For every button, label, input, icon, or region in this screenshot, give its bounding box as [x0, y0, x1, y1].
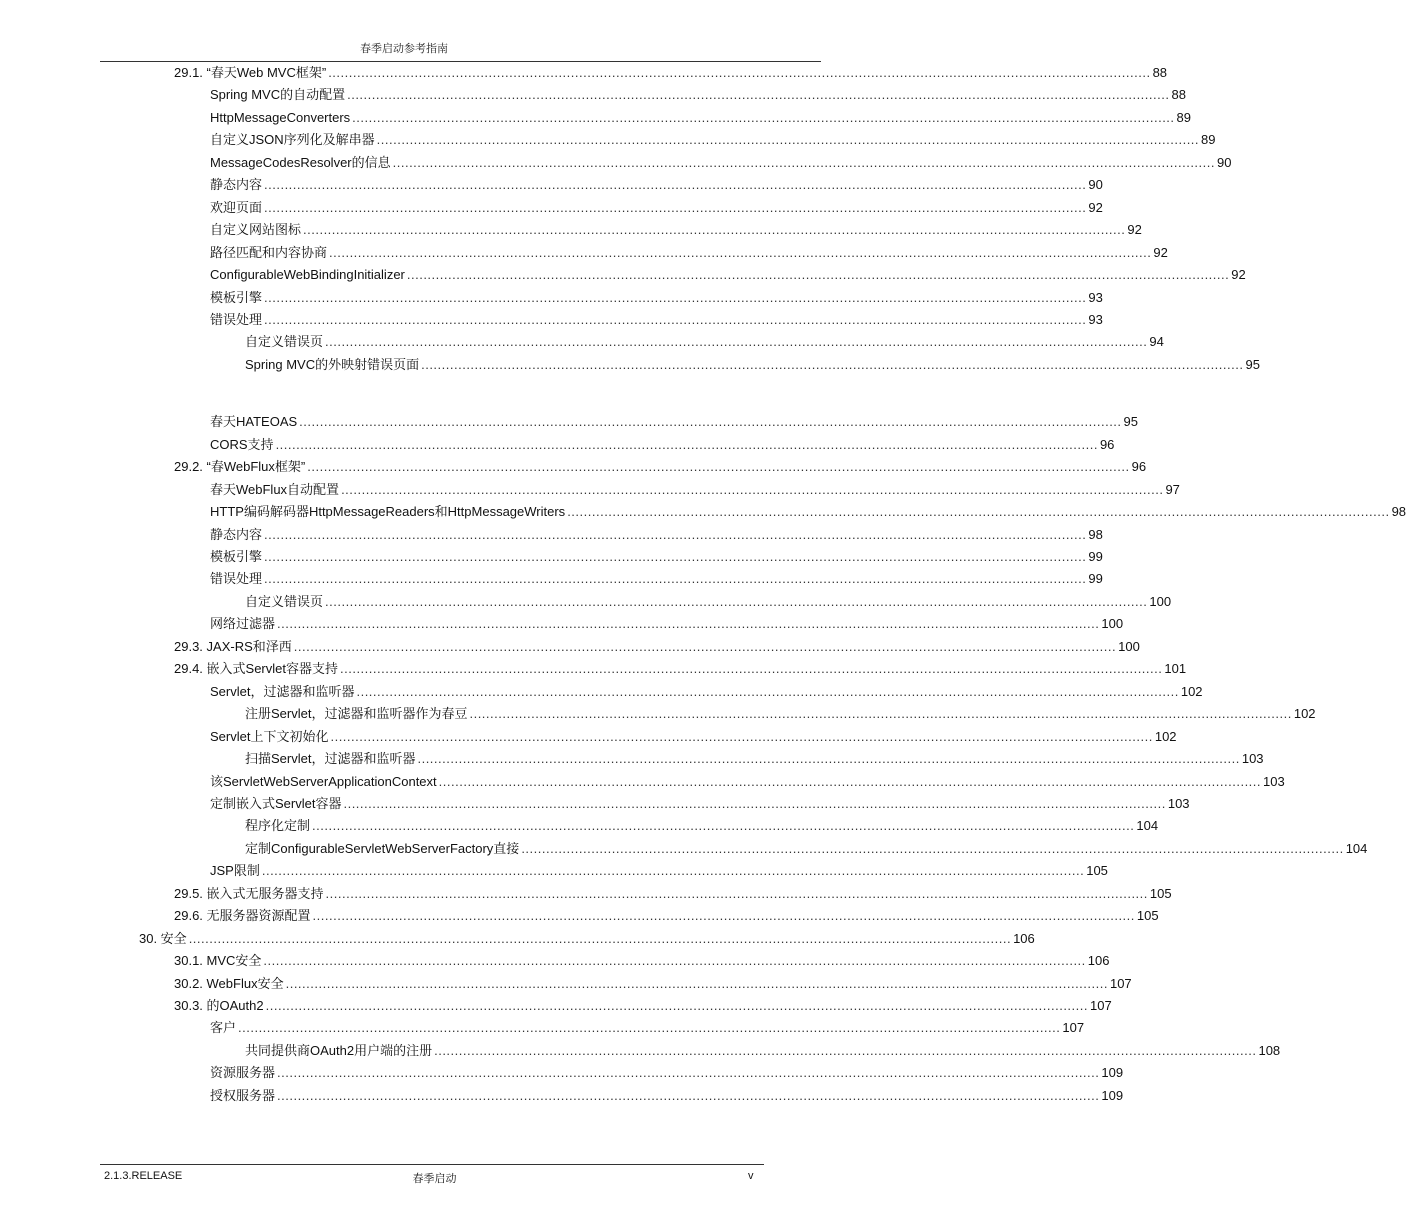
toc-entry-title: MessageCodesResolver的信息 — [210, 154, 391, 170]
toc-entry-title: 模板引擎 — [210, 289, 263, 305]
toc-dot-leader: ........................................................................................................................................................................................................ — [264, 199, 1087, 215]
toc-entry-title: 春天WebFlux自动配置 — [210, 481, 340, 497]
toc-entry[interactable] — [174, 883, 1172, 905]
toc-entry-page: 103 — [1263, 773, 1285, 789]
toc-entry[interactable] — [174, 62, 1168, 84]
toc-entry-title: 29.2. “春WebFlux框架” — [174, 459, 306, 475]
toc-entry-title: 资源服务器 — [210, 1065, 276, 1081]
toc-dot-leader: ........................................................................................................................................................................................................ — [421, 356, 1244, 372]
toc-entry-title: 授权服务器 — [210, 1087, 276, 1103]
toc-entry[interactable] — [210, 1062, 1124, 1084]
toc-entry[interactable] — [174, 973, 1132, 995]
toc-entry-page: 104 — [1345, 840, 1368, 856]
toc-entry-page: 93 — [1088, 289, 1103, 305]
toc-entry[interactable] — [245, 703, 1316, 725]
footer-page-number: v — [748, 1170, 754, 1182]
toc-dot-leader: ........................................................................................................................................................................................................ — [277, 1087, 1100, 1103]
toc-entry-page: 103 — [1167, 795, 1190, 811]
toc-dot-leader: ........................................................................................................................................................................................................ — [312, 908, 1135, 924]
toc-dot-leader: ........................................................................................................................................................................................................ — [263, 953, 1086, 969]
toc-entry-title: 定制嵌入式Servlet容器 — [210, 795, 342, 811]
toc-entry-title: Spring MVC的自动配置 — [210, 87, 346, 103]
toc-entry[interactable] — [210, 219, 1142, 241]
toc-entry-title: 定制ConfigurableServletWebServerFactory直接 — [245, 840, 520, 856]
running-header-title: 春季启动参考指南 — [360, 43, 448, 55]
toc-entry[interactable] — [210, 129, 1216, 151]
toc-dot-leader: ........................................................................................................................................................................................................ — [438, 773, 1262, 789]
footer-title: 春季启动 — [412, 1173, 457, 1185]
toc-entry[interactable] — [245, 331, 1164, 353]
toc-entry-page: 109 — [1101, 1065, 1124, 1081]
toc-entry-title: 30.2. WebFlux安全 — [174, 975, 284, 991]
toc-dot-leader: ........................................................................................................................................................................................................ — [567, 504, 1390, 520]
toc-entry-title: 自定义错误页 — [245, 593, 324, 609]
toc-entry[interactable] — [210, 174, 1103, 196]
toc-entry-title: 29.4. 嵌入式Servlet容器支持 — [174, 661, 338, 677]
toc-dot-leader: ........................................................................................................................................................................................................ — [521, 840, 1344, 856]
toc-dot-leader: ........................................................................................................................................................................................................ — [325, 593, 1148, 609]
toc-entry-title: 30.3. 的OAuth2 — [174, 998, 264, 1013]
toc-entry-title: 30.1. MVC安全 — [174, 953, 262, 969]
toc-entry-title: 29.6. 无服务器资源配置 — [174, 908, 311, 924]
toc-entry-title: 网络过滤器 — [210, 616, 276, 632]
toc-entry-page: 95 — [1123, 414, 1139, 430]
toc-entry[interactable] — [210, 152, 1232, 174]
toc-entry-page: 89 — [1201, 132, 1216, 148]
toc-dot-leader: ........................................................................................................................................................................................................ — [341, 481, 1164, 497]
toc-entry[interactable] — [245, 591, 1172, 613]
toc-dot-leader: ........................................................................................................................................................................................................ — [328, 65, 1151, 80]
toc-entry-title: 错误处理 — [210, 311, 263, 327]
toc-dot-leader: ........................................................................................................................................................................................................ — [264, 289, 1087, 305]
toc-dot-leader: ........................................................................................................................................................................................................ — [188, 930, 1012, 946]
toc-entry[interactable] — [245, 354, 1260, 376]
toc-dot-leader: ........................................................................................................................................................................................................ — [264, 571, 1087, 587]
toc-dot-leader: ........................................................................................................................................................................................................ — [469, 706, 1292, 722]
toc-entry[interactable] — [210, 501, 1406, 523]
toc-entry[interactable] — [174, 658, 1187, 680]
toc-entry-page: 92 — [1153, 244, 1168, 260]
toc-dot-leader: ........................................................................................................................................................................................................ — [261, 863, 1085, 879]
toc-entry[interactable] — [210, 681, 1203, 703]
toc-entry-title: Servlet，过滤器和监听器 — [210, 683, 355, 699]
toc-entry-title: 静态内容 — [210, 526, 263, 542]
toc-entry-page: 109 — [1101, 1087, 1124, 1103]
toc-entry[interactable] — [210, 197, 1103, 219]
toc-entry-title: 程序化定制 — [245, 818, 311, 834]
toc-entry-page: 105 — [1086, 863, 1108, 879]
toc-entry[interactable] — [245, 815, 1159, 837]
toc-dot-leader: ........................................................................................................................................................................................................ — [264, 177, 1087, 193]
toc-entry-page: 105 — [1136, 908, 1159, 924]
toc-dot-leader: ........................................................................................................................................................................................................ — [312, 818, 1135, 834]
toc-dot-leader: ........................................................................................................................................................................................................ — [303, 222, 1126, 238]
toc-dot-leader: ........................................................................................................................................................................................................ — [307, 459, 1130, 475]
toc-entry-page: 102 — [1180, 683, 1203, 699]
toc-dot-leader: ........................................................................................................................................................................................................ — [417, 751, 1240, 767]
toc-entry[interactable] — [174, 905, 1159, 927]
toc-entry[interactable] — [210, 1085, 1124, 1107]
toc-dot-leader: ........................................................................................................................................................................................................ — [352, 109, 1175, 125]
toc-entry-title: 29.1. “春天Web MVC框架” — [174, 65, 327, 80]
toc-entry-page: 100 — [1101, 616, 1124, 632]
toc-entry[interactable] — [210, 434, 1115, 456]
toc-entry-title: HttpMessageConverters — [210, 109, 351, 125]
toc-entry-page: 106 — [1013, 930, 1035, 946]
toc-entry-title: 扫描Servlet，过滤器和监听器 — [245, 751, 416, 767]
toc-entry[interactable] — [210, 793, 1190, 815]
toc-entry-page: 92 — [1088, 199, 1103, 215]
toc-entry[interactable] — [210, 309, 1103, 331]
toc-entry-title: 春天HATEOAS — [210, 414, 298, 430]
toc-entry-page: 89 — [1176, 109, 1192, 125]
toc-entry[interactable] — [210, 613, 1124, 635]
toc-entry[interactable] — [245, 748, 1264, 770]
toc-entry-page: 93 — [1088, 311, 1103, 327]
toc-dot-leader: ........................................................................................................................................................................................................ — [285, 975, 1108, 991]
toc-entry-page: 108 — [1258, 1042, 1281, 1058]
toc-entry[interactable] — [210, 287, 1103, 309]
toc-entry[interactable] — [174, 995, 1112, 1017]
toc-entry-page: 101 — [1164, 661, 1187, 677]
toc-entry[interactable] — [245, 1040, 1281, 1062]
toc-entry-title: CORS支持 — [210, 436, 274, 452]
toc-entry[interactable] — [174, 950, 1110, 972]
toc-entry-title: 自定义错误页 — [245, 334, 324, 350]
toc-entry-page: 99 — [1088, 549, 1103, 564]
toc-entry-title: JSP限制 — [210, 863, 260, 879]
toc-entry-title: 该ServletWebServerApplicationContext — [210, 773, 437, 789]
toc-entry-title: 模板引擎 — [210, 549, 263, 564]
toc-entry-page: 92 — [1231, 267, 1246, 283]
toc-dot-leader: ........................................................................................................................................................................................................ — [277, 1065, 1100, 1081]
toc-entry-page: 104 — [1136, 818, 1159, 834]
toc-entry-title: 客户 — [210, 1020, 237, 1036]
toc-entry[interactable] — [210, 524, 1103, 546]
toc-entry[interactable] — [210, 860, 1108, 882]
toc-dot-leader: ........................................................................................................................................................................................................ — [299, 414, 1122, 430]
toc-dot-leader: ........................................................................................................................................................................................................ — [406, 267, 1230, 283]
toc-entry-title: 欢迎页面 — [210, 199, 263, 215]
toc-entry-page: 106 — [1087, 953, 1110, 969]
toc-entry-page: 98 — [1391, 504, 1406, 520]
toc-entry-title: Servlet上下文初始化 — [210, 728, 329, 744]
toc-entry-page: 100 — [1118, 638, 1140, 654]
toc-entry-page: 88 — [1152, 65, 1168, 80]
toc-entry-page: 100 — [1149, 593, 1172, 609]
toc-entry-page: 90 — [1217, 154, 1232, 170]
toc-dot-leader: ........................................................................................................................................................................................................ — [330, 728, 1153, 744]
toc-entry[interactable] — [174, 636, 1140, 658]
toc-entry-page: 98 — [1088, 526, 1103, 542]
toc-dot-leader: ........................................................................................................................................................................................................ — [265, 998, 1088, 1013]
toc-entry-page: 99 — [1088, 571, 1103, 587]
toc-entry[interactable] — [210, 84, 1186, 106]
toc-entry[interactable] — [210, 771, 1285, 793]
toc-entry[interactable] — [210, 568, 1103, 590]
toc-dot-leader: ........................................................................................................................................................................................................ — [325, 885, 1148, 901]
toc-entry-title: 错误处理 — [210, 571, 263, 587]
toc-dot-leader: ........................................................................................................................................................................................................ — [347, 87, 1170, 103]
toc-entry[interactable] — [139, 928, 1035, 950]
toc-entry-page: 96 — [1099, 436, 1115, 452]
toc-entry-page: 92 — [1127, 222, 1142, 238]
toc-entry-title: 29.5. 嵌入式无服务器支持 — [174, 885, 324, 901]
toc-entry-page: 107 — [1109, 975, 1132, 991]
toc-entry-title: 静态内容 — [210, 177, 263, 193]
toc-entry-title: ConfigurableWebBindingInitializer — [210, 267, 405, 283]
toc-dot-leader: ........................................................................................................................................................................................................ — [264, 311, 1087, 327]
toc-entry-page: 103 — [1241, 751, 1264, 767]
toc-entry-page: 88 — [1171, 87, 1186, 103]
toc-entry-page: 102 — [1154, 728, 1177, 744]
toc-entry-page: 107 — [1090, 998, 1112, 1013]
toc-entry-title: 29.3. JAX-RS和泽西 — [174, 638, 292, 654]
toc-entry-title: 自定义网站图标 — [210, 222, 302, 238]
toc-entry-page: 105 — [1149, 885, 1172, 901]
toc-dot-leader: ........................................................................................................................................................................................................ — [264, 526, 1087, 542]
toc-dot-leader: ........................................................................................................................................................................................................ — [277, 616, 1100, 632]
toc-dot-leader: ........................................................................................................................................................................................................ — [329, 244, 1152, 260]
toc-entry-page: 95 — [1245, 356, 1260, 372]
toc-entry[interactable] — [210, 107, 1192, 129]
toc-entry-title: 30. 安全 — [139, 930, 187, 946]
toc-entry-title: 注册Servlet，过滤器和监听器作为春豆 — [245, 706, 468, 722]
toc-dot-leader: ........................................................................................................................................................................................................ — [264, 549, 1087, 564]
footer-version: 2.1.3.RELEASE — [104, 1170, 183, 1182]
toc-dot-leader: ........................................................................................................................................................................................................ — [343, 795, 1166, 811]
toc-dot-leader: ........................................................................................................................................................................................................ — [392, 154, 1215, 170]
toc-dot-leader: ........................................................................................................................................................................................................ — [293, 638, 1117, 654]
toc-entry-page: 107 — [1062, 1020, 1085, 1036]
toc-entry-title: HTTP编码解码器HttpMessageReaders和HttpMessageWriters — [210, 504, 566, 520]
toc-entry-title: 路径匹配和内容协商 — [210, 244, 328, 260]
toc-entry[interactable] — [210, 726, 1177, 748]
toc-entry-page: 90 — [1088, 177, 1103, 193]
toc-entry[interactable] — [210, 264, 1246, 286]
toc-entry-title: 自定义JSON序列化及解串器 — [210, 132, 375, 148]
toc-entry[interactable] — [210, 546, 1103, 568]
toc-dot-leader: ........................................................................................................................................................................................................ — [356, 683, 1179, 699]
toc-entry[interactable] — [174, 456, 1147, 478]
toc-dot-leader: ........................................................................................................................................................................................................ — [238, 1020, 1061, 1036]
toc-entry-page: 102 — [1293, 706, 1316, 722]
toc-dot-leader: ........................................................................................................................................................................................................ — [434, 1042, 1257, 1058]
toc-entry[interactable] — [210, 479, 1180, 501]
toc-entry-page: 97 — [1165, 481, 1180, 497]
toc-entry-title: 共同提供商OAuth2用户端的注册 — [245, 1042, 433, 1058]
toc-dot-leader: ........................................................................................................................................................................................................ — [340, 661, 1163, 677]
toc-entry[interactable] — [245, 838, 1368, 860]
toc-dot-leader: ........................................................................................................................................................................................................ — [376, 132, 1200, 148]
toc-entry-title: Spring MVC的外映射错误页面 — [245, 356, 420, 372]
toc-entry[interactable] — [210, 411, 1139, 433]
toc-dot-leader: ........................................................................................................................................................................................................ — [325, 334, 1148, 350]
toc-entry-page: 94 — [1149, 334, 1164, 350]
toc-entry-page: 96 — [1131, 459, 1147, 475]
toc-entry[interactable] — [210, 1017, 1085, 1039]
toc-entry[interactable] — [210, 242, 1168, 264]
footer-divider — [100, 1164, 764, 1165]
toc-dot-leader: ........................................................................................................................................................................................................ — [275, 436, 1098, 452]
